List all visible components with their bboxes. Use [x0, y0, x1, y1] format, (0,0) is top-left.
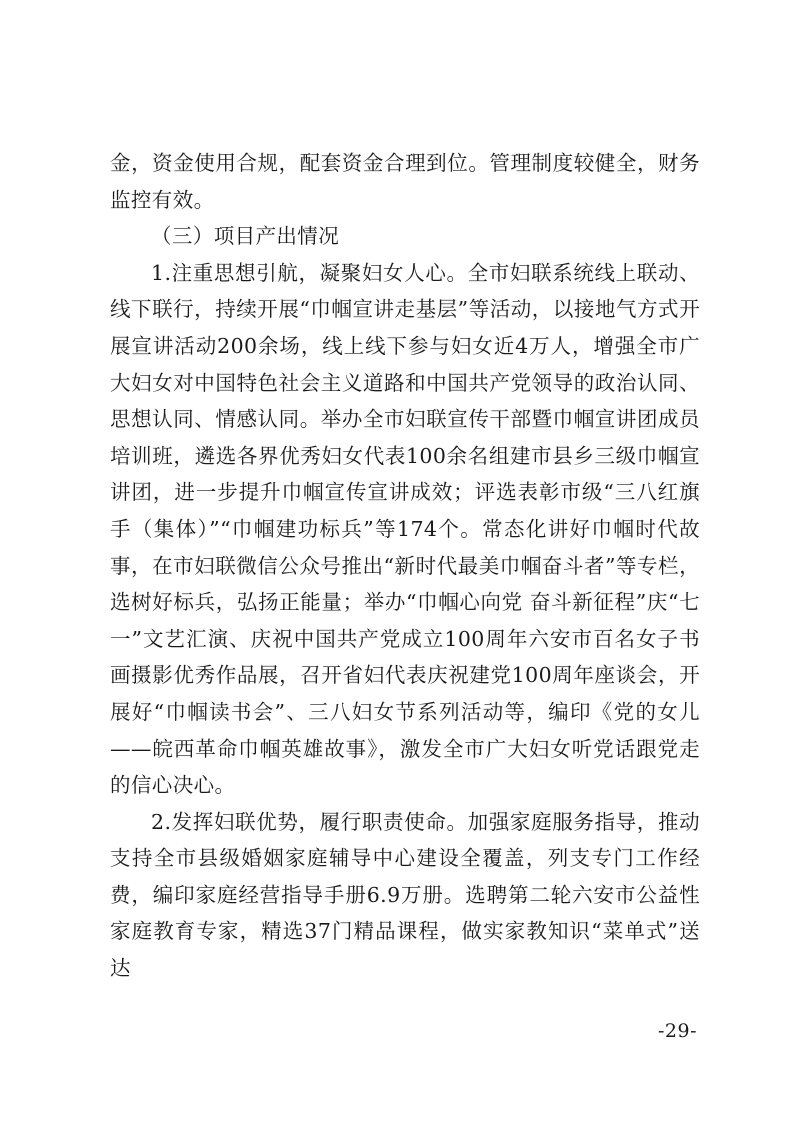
page-number: -29-	[657, 1020, 697, 1042]
body-text	[110, 145, 700, 987]
paragraph-ideological-guidance: 1.注重思想引航，凝聚妇女人心。全市妇联系统线上联动、线下联行，持续开展“巾帼宣讲走基层”等活动，以接地气方式开展宣讲活动200余场，线上线下参与妇女近4万人，增强全市广大妇女对中国特色社会主义道路和中国共产党领导的政治认同、思想认同、情感认同。举办全市妇联宣传干部暨巾帼宣讲团成员培训班，遴选各界优秀妇女代表100余名组建市县乡三级巾帼宣讲团，进一步提升巾帼宣传宣讲成效；评选表彰市级“三八红旗手（集体）”“巾帼建功标兵”等174个。常态化讲好巾帼时代故事，在市妇联微信公众号推出“新时代最美巾帼奋斗者”等专栏，选树好标兵，弘扬正能量；举办“巾帼心向党 奋斗新征程”庆“七一”文艺汇演、庆祝中国共产党成立100周年六安市百名女子书画摄影优秀作品展，召开省妇代表庆祝建党100周年座谈会，开展好“巾帼读书会”、三八妇女节系列活动等，编印《党的女儿——皖西革命巾帼英雄故事》，激发全市广大妇女听党话跟党走的信心决心。	[110, 260, 700, 798]
paragraph-funding-compliance: 金，资金使用合规，配套资金合理到位。管理制度较健全，财务监控有效。	[110, 151, 700, 212]
section-heading-project-output: （三）项目产出情况	[151, 224, 340, 249]
paragraph-womens-federation-role: 2.发挥妇联优势，履行职责使命。加强家庭服务指导，推动支持全市县级婚姻家庭辅导中心建设全覆盖，列支专门工作经费，编印家庭经营指导手册6.9万册。选聘第二轮六安市公益性家庭教育专家，精选37门精品课程，做实家教知识“菜单式”送达	[110, 809, 700, 981]
